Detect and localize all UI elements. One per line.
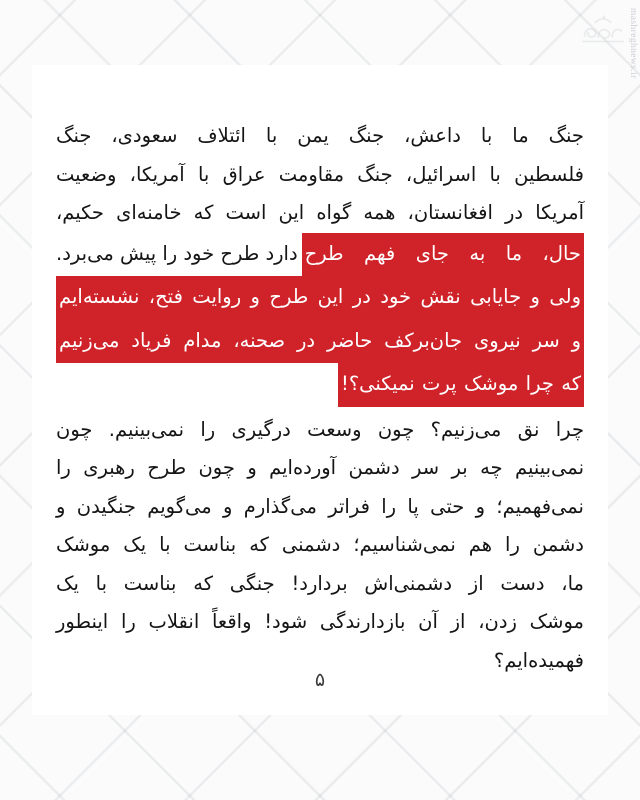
text-card bbox=[32, 65, 608, 715]
paragraph-closing-line-5: ما، دست از دشمنی‌اش بردارد! جنگی که بناست با یک bbox=[56, 571, 584, 595]
paragraph-closing-line-2: نمی‌بینیم چه بر سر دشمن آورده‌ایم و چون طرح رهبری را bbox=[56, 456, 584, 479]
watermark-url-text: mashreghnews.ir bbox=[628, 8, 638, 79]
highlight-line-4 bbox=[56, 363, 584, 407]
paragraph-intro-line-1: جنگ ما با داعش، جنگ یمن با ائتلاف سعودی، جنگ bbox=[56, 124, 584, 147]
paragraph-intro-line-2: فلسطین با اسرائیل، جنگ مقاومت عراق با آمریکا، وضعیت bbox=[56, 162, 584, 186]
paragraph-closing-line-6: موشک زدن، از آن بازدارندگی شود! واقعاً انقلاب را اینطور bbox=[56, 610, 584, 633]
paragraph-intro bbox=[56, 117, 584, 233]
paragraph-closing-line-3: نمی‌فهمیم؛ و حتی پا را فراتر می‌گذارم و می‌گویم جنگیدن و bbox=[56, 494, 584, 518]
highlight-line-4-marked: که چرا موشک پرت نمیکنی؟! bbox=[338, 363, 584, 407]
highlight-line-2-marked: ولی و جایابی نقش خود در این طرح و روایت فتح، نشسته‌ایم bbox=[56, 276, 584, 320]
highlighted-passage bbox=[56, 233, 584, 407]
highlight-line-1 bbox=[56, 233, 584, 277]
paragraph-closing-line-4: دشمن را هم نمی‌شناسیم؛ دشمنی که بناست با یک موشک bbox=[56, 533, 584, 556]
highlight-line-3-marked: و سر نیروی جان‌برکف حاضر در صحنه، مدام فریاد می‌زنیم bbox=[56, 320, 584, 364]
article-body bbox=[56, 117, 584, 680]
highlight-line-1-marked: حال، ما به جای فهم طرح bbox=[302, 233, 584, 277]
highlight-line-2 bbox=[56, 276, 584, 320]
paragraph-closing-line-7: فهمیده‌ایم؟ bbox=[493, 648, 584, 672]
paragraph-closing bbox=[56, 411, 584, 681]
paragraph-intro-line-3: آمریکا در افغانستان، همه گواه این است که خامنه‌ای حکیم، bbox=[56, 201, 584, 224]
paragraph-closing-line-1: چرا نق می‌زنیم؟ چون وسعت درگیری را نمی‌بینیم. چون bbox=[56, 417, 584, 441]
highlight-line-1-plain: دارد طرح خود را پیش می‌برد. bbox=[56, 241, 298, 265]
highlight-line-3 bbox=[56, 320, 584, 364]
page-number: ۵ bbox=[314, 669, 326, 691]
